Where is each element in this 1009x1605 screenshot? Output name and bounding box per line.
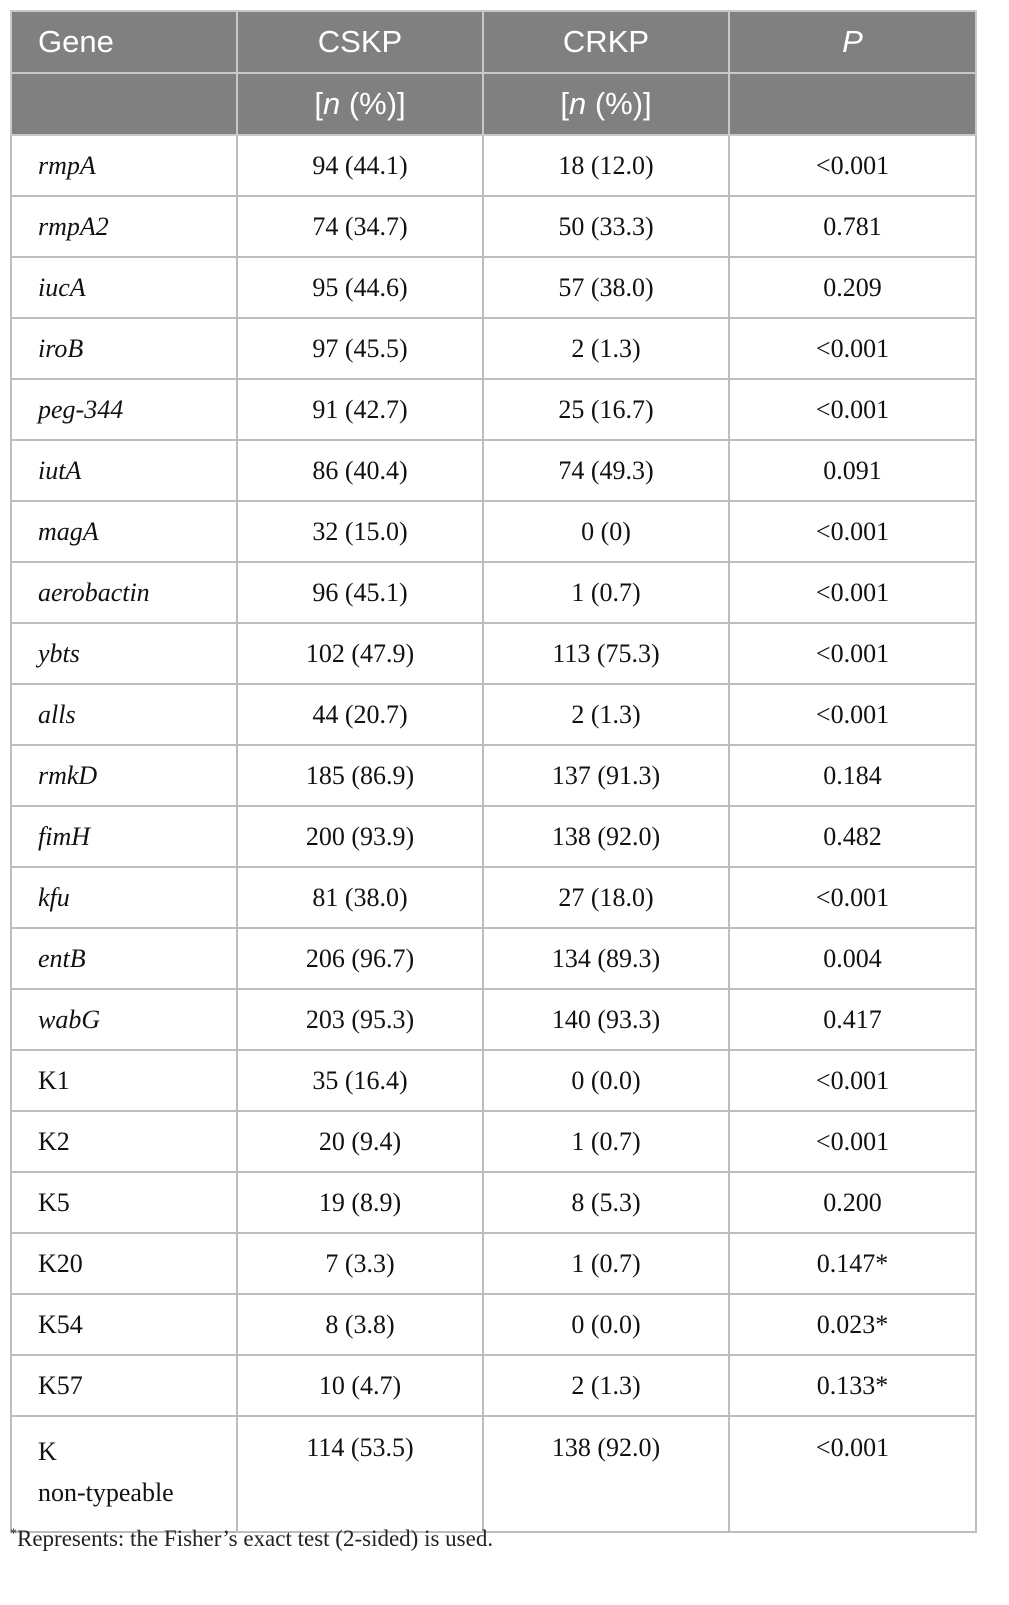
table-row: [11, 196, 976, 257]
table-header: [11, 11, 976, 135]
cell-crkp: 138 (92.0): [483, 1416, 729, 1532]
cell-p: 0.209: [729, 257, 976, 318]
cell-p: 0.004: [729, 928, 976, 989]
cell-gene: K57: [11, 1355, 237, 1416]
cell-p: 0.482: [729, 806, 976, 867]
cell-cskp: 81 (38.0): [237, 867, 483, 928]
cell-p: <0.001: [729, 1111, 976, 1172]
cell-p: <0.001: [729, 562, 976, 623]
table-row: [11, 501, 976, 562]
cell-gene: fimH: [11, 806, 237, 867]
header-sub-crkp: [483, 73, 729, 135]
cell-p: <0.001: [729, 623, 976, 684]
n-symbol: n: [568, 86, 587, 121]
table-footnote: [10, 1526, 493, 1552]
cell-p: <0.001: [729, 318, 976, 379]
header-gene: Gene: [11, 11, 237, 73]
header-p: [729, 11, 976, 73]
cell-cskp: 94 (44.1): [237, 135, 483, 196]
header-sub-cskp-unit: [n (%)]: [314, 86, 406, 121]
cell-gene: aerobactin: [11, 562, 237, 623]
cell-crkp: 27 (18.0): [483, 867, 729, 928]
cell-p: 0.184: [729, 745, 976, 806]
footnote-text: Represents: the Fisher’s exact test (2-sided) is used.: [17, 1526, 494, 1551]
cell-gene: rmpA: [11, 135, 237, 196]
cell-p: <0.001: [729, 684, 976, 745]
cell-gene: K2: [11, 1111, 237, 1172]
header-row: [11, 11, 976, 73]
table-row: [11, 1233, 976, 1294]
cell-cskp: 114 (53.5): [237, 1416, 483, 1532]
cell-cskp: 185 (86.9): [237, 745, 483, 806]
table-row: [11, 867, 976, 928]
cell-gene: ybts: [11, 623, 237, 684]
cell-cskp: 7 (3.3): [237, 1233, 483, 1294]
cell-cskp: 44 (20.7): [237, 684, 483, 745]
table-row: [11, 318, 976, 379]
table-row: [11, 1294, 976, 1355]
table-row: [11, 562, 976, 623]
cell-crkp: 138 (92.0): [483, 806, 729, 867]
table-row: [11, 1050, 976, 1111]
cell-p: <0.001: [729, 135, 976, 196]
cell-gene: iroB: [11, 318, 237, 379]
cell-p: <0.001: [729, 1050, 976, 1111]
table-row: [11, 623, 976, 684]
table-row: [11, 684, 976, 745]
cell-crkp: 18 (12.0): [483, 135, 729, 196]
cell-crkp: 1 (0.7): [483, 1233, 729, 1294]
cell-p: <0.001: [729, 501, 976, 562]
cell-cskp: 19 (8.9): [237, 1172, 483, 1233]
table-row: [11, 257, 976, 318]
header-p-label: P: [842, 24, 863, 59]
cell-p: 0.417: [729, 989, 976, 1050]
cell-p: 0.133*: [729, 1355, 976, 1416]
cell-cskp: 200 (93.9): [237, 806, 483, 867]
cell-p: 0.781: [729, 196, 976, 257]
table-row: [11, 745, 976, 806]
cell-gene: rmkD: [11, 745, 237, 806]
cell-gene: K54: [11, 1294, 237, 1355]
cell-cskp: 35 (16.4): [237, 1050, 483, 1111]
gene-table-container: [10, 10, 975, 1533]
gene-line-2: non-typeable: [38, 1478, 174, 1507]
cell-gene: kfu: [11, 867, 237, 928]
cell-cskp: 102 (47.9): [237, 623, 483, 684]
table-row: [11, 806, 976, 867]
header-sub-crkp-unit: [n (%)]: [560, 86, 652, 121]
header-sub-gene: [11, 73, 237, 135]
header-crkp: CRKP: [483, 11, 729, 73]
gene-line-1: K: [38, 1437, 57, 1466]
cell-crkp: 74 (49.3): [483, 440, 729, 501]
table-row: [11, 1111, 976, 1172]
cell-gene: magA: [11, 501, 237, 562]
cell-gene: iutA: [11, 440, 237, 501]
table-row: [11, 1355, 976, 1416]
header-cskp: CSKP: [237, 11, 483, 73]
cell-p: 0.200: [729, 1172, 976, 1233]
table-row: [11, 379, 976, 440]
gene-comparison-table: [10, 10, 977, 1533]
cell-crkp: 2 (1.3): [483, 1355, 729, 1416]
cell-p: <0.001: [729, 1416, 976, 1532]
cell-cskp: 10 (4.7): [237, 1355, 483, 1416]
header-sub-p: [729, 73, 976, 135]
cell-crkp: 25 (16.7): [483, 379, 729, 440]
n-symbol: n: [322, 86, 341, 121]
footnote-mark: *: [10, 1526, 17, 1542]
cell-crkp: 0 (0.0): [483, 1050, 729, 1111]
cell-crkp: 1 (0.7): [483, 562, 729, 623]
cell-crkp: 137 (91.3): [483, 745, 729, 806]
cell-gene: [11, 1416, 237, 1532]
table-row: [11, 1172, 976, 1233]
cell-gene: K5: [11, 1172, 237, 1233]
cell-cskp: 95 (44.6): [237, 257, 483, 318]
cell-crkp: 8 (5.3): [483, 1172, 729, 1233]
table-row-k-non-typeable: [11, 1416, 976, 1532]
cell-gene: entB: [11, 928, 237, 989]
cell-cskp: 20 (9.4): [237, 1111, 483, 1172]
cell-crkp: 0 (0): [483, 501, 729, 562]
header-subrow: [11, 73, 976, 135]
cell-cskp: 206 (96.7): [237, 928, 483, 989]
table-row: [11, 989, 976, 1050]
cell-gene: alls: [11, 684, 237, 745]
table-row: [11, 440, 976, 501]
cell-crkp: 134 (89.3): [483, 928, 729, 989]
cell-p: 0.023*: [729, 1294, 976, 1355]
cell-cskp: 86 (40.4): [237, 440, 483, 501]
cell-crkp: 0 (0.0): [483, 1294, 729, 1355]
table-row: [11, 135, 976, 196]
cell-gene: rmpA2: [11, 196, 237, 257]
cell-crkp: 2 (1.3): [483, 684, 729, 745]
cell-crkp: 140 (93.3): [483, 989, 729, 1050]
cell-crkp: 2 (1.3): [483, 318, 729, 379]
cell-gene: wabG: [11, 989, 237, 1050]
cell-cskp: 96 (45.1): [237, 562, 483, 623]
cell-cskp: 8 (3.8): [237, 1294, 483, 1355]
cell-crkp: 1 (0.7): [483, 1111, 729, 1172]
cell-p: 0.147*: [729, 1233, 976, 1294]
cell-cskp: 91 (42.7): [237, 379, 483, 440]
cell-gene: K1: [11, 1050, 237, 1111]
cell-gene: K20: [11, 1233, 237, 1294]
cell-cskp: 97 (45.5): [237, 318, 483, 379]
table-body: [11, 135, 976, 1416]
cell-gene: peg-344: [11, 379, 237, 440]
table-row: [11, 928, 976, 989]
table-body-last: [11, 1416, 976, 1532]
cell-p: <0.001: [729, 867, 976, 928]
cell-p: <0.001: [729, 379, 976, 440]
cell-crkp: 50 (33.3): [483, 196, 729, 257]
cell-cskp: 32 (15.0): [237, 501, 483, 562]
cell-crkp: 113 (75.3): [483, 623, 729, 684]
cell-gene: iucA: [11, 257, 237, 318]
cell-cskp: 74 (34.7): [237, 196, 483, 257]
cell-cskp: 203 (95.3): [237, 989, 483, 1050]
header-sub-cskp: [237, 73, 483, 135]
cell-crkp: 57 (38.0): [483, 257, 729, 318]
cell-p: 0.091: [729, 440, 976, 501]
